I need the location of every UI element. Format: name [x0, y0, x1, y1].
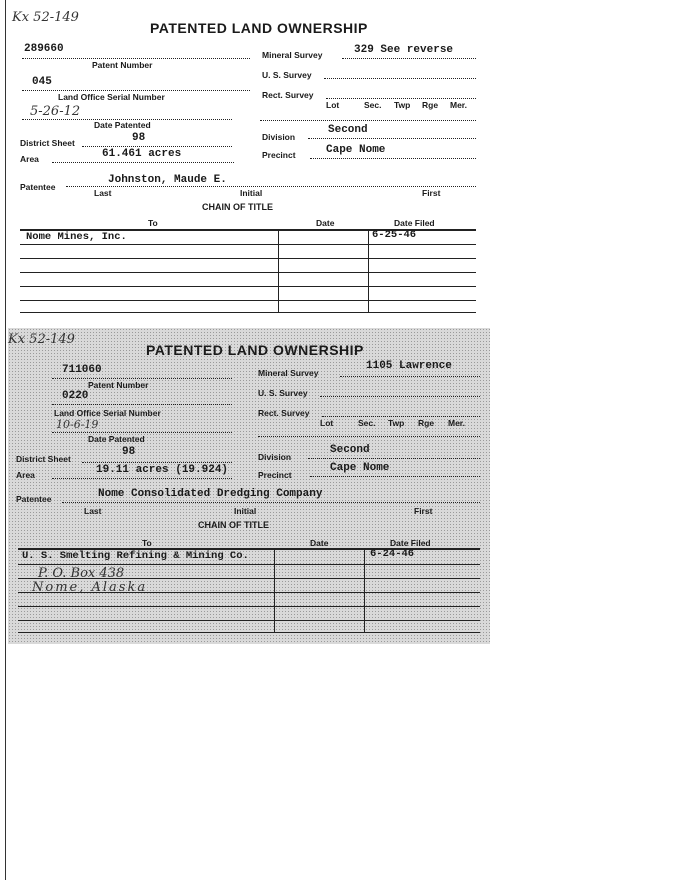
chain-row-date-filed: 6-25-46 — [372, 229, 417, 241]
chain-row-date-filed: 6-24-46 — [370, 548, 415, 560]
us-survey-label: U. S. Survey — [258, 388, 308, 398]
chain-of-title-heading: CHAIN OF TITLE — [202, 202, 273, 212]
date-patented-value: 10-6-19 — [56, 418, 99, 431]
area-label: Area — [16, 470, 35, 480]
division-value: Second — [330, 444, 370, 456]
serial-number-value: 0220 — [62, 390, 89, 402]
file-number: Kx 52-149 — [12, 10, 79, 25]
patentee-label: Patentee — [16, 494, 52, 504]
chain-header-date: Date — [310, 538, 329, 548]
precinct-value: Cape Nome — [326, 144, 386, 156]
rect-col-lot: Lot — [320, 418, 334, 428]
date-patented-label: Date Patented — [94, 120, 151, 130]
precinct-label: Precinct — [258, 470, 292, 480]
area-value: 19.11 acres (19.924) — [96, 464, 229, 476]
handwritten-address-line-2: Nome, Alaska — [32, 580, 148, 595]
name-part-initial: Initial — [234, 506, 257, 516]
ownership-card-1 — [8, 8, 486, 316]
serial-number-label: Land Office Serial Number — [54, 408, 161, 418]
name-part-last: Last — [94, 188, 112, 198]
serial-number-label: Land Office Serial Number — [58, 92, 165, 102]
date-patented-label: Date Patented — [88, 434, 145, 444]
rect-col-mer: Mer. — [448, 418, 466, 428]
patent-number-label: Patent Number — [88, 380, 149, 390]
chain-header-to: To — [148, 218, 158, 228]
division-label: Division — [258, 452, 292, 462]
name-part-first: First — [422, 188, 441, 198]
mineral-survey-label: Mineral Survey — [258, 368, 319, 378]
chain-header-to: To — [142, 538, 152, 548]
district-sheet-value: 98 — [132, 132, 146, 144]
name-part-initial: Initial — [240, 188, 263, 198]
rect-survey-label: Rect. Survey — [258, 408, 310, 418]
rect-col-mer: Mer. — [450, 100, 468, 110]
patent-number-value: 711060 — [62, 364, 102, 376]
card-title: PATENTED LAND OWNERSHIP — [150, 20, 368, 36]
patent-number-value: 289660 — [24, 43, 64, 55]
district-sheet-label: District Sheet — [20, 138, 75, 148]
file-number: Kx 52-149 — [8, 332, 75, 347]
rect-survey-label: Rect. Survey — [262, 90, 314, 100]
patentee-value: Nome Consolidated Dredging Company — [98, 488, 323, 500]
ownership-card-2 — [8, 328, 490, 644]
rect-col-rge: Rge — [418, 418, 435, 428]
chain-header-date-filed: Date Filed — [390, 538, 431, 548]
patentee-value: Johnston, Maude E. — [108, 174, 227, 186]
patentee-label: Patentee — [20, 182, 56, 192]
division-label: Division — [262, 132, 296, 142]
rect-col-rge: Rge — [422, 100, 439, 110]
chain-of-title-heading: CHAIN OF TITLE — [198, 520, 269, 530]
precinct-value: Cape Nome — [330, 462, 390, 474]
chain-row-to: Nome Mines, Inc. — [26, 231, 127, 243]
serial-number-value: 045 — [32, 76, 52, 88]
patent-number-label: Patent Number — [92, 60, 153, 70]
chain-header-date-filed: Date Filed — [394, 218, 435, 228]
area-label: Area — [20, 154, 39, 164]
area-value: 61.461 acres — [102, 148, 182, 160]
district-sheet-label: District Sheet — [16, 454, 71, 464]
mineral-survey-value: 329 See reverse — [354, 44, 454, 56]
us-survey-label: U. S. Survey — [262, 70, 312, 80]
rect-col-twp: Twp — [394, 100, 411, 110]
division-value: Second — [328, 124, 368, 136]
chain-header-date: Date — [316, 218, 335, 228]
card-title: PATENTED LAND OWNERSHIP — [146, 342, 364, 358]
scan-edge — [5, 0, 6, 880]
rect-col-sec: Sec. — [358, 418, 376, 428]
rect-col-lot: Lot — [326, 100, 340, 110]
mineral-survey-label: Mineral Survey — [262, 50, 323, 60]
district-sheet-value: 98 — [122, 446, 136, 458]
rect-col-sec: Sec. — [364, 100, 382, 110]
mineral-survey-value: 1105 Lawrence — [366, 360, 452, 372]
name-part-first: First — [414, 506, 433, 516]
name-part-last: Last — [84, 506, 102, 516]
date-patented-value: 5-26-12 — [30, 104, 81, 119]
precinct-label: Precinct — [262, 150, 296, 160]
chain-row-to: U. S. Smelting Refining & Mining Co. — [22, 550, 249, 562]
handwritten-address-line-1: P. O. Box 438 — [38, 566, 125, 581]
rect-col-twp: Twp — [388, 418, 405, 428]
